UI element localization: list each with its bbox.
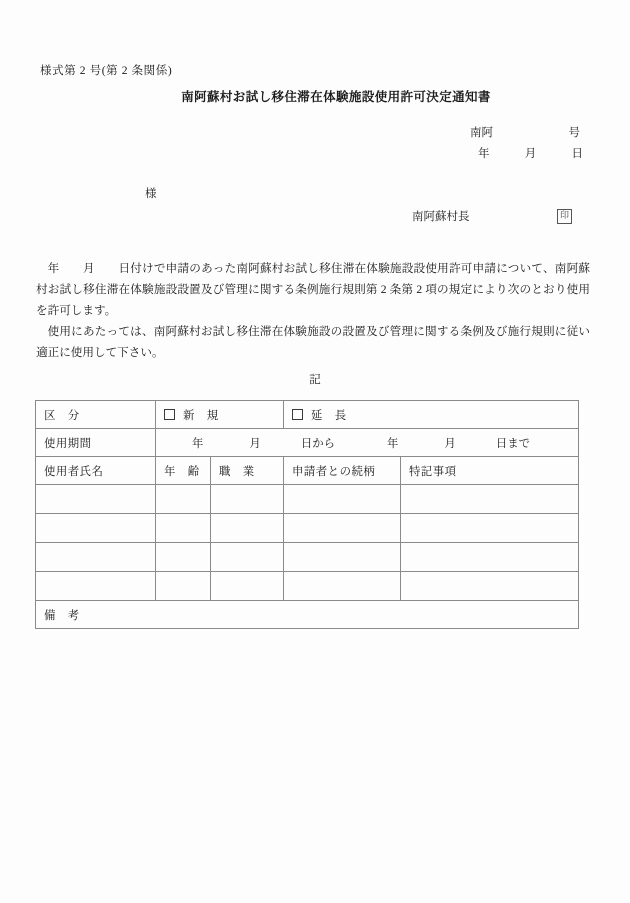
column-header-notes: 特記事項 — [401, 457, 579, 485]
cell-relation[interactable] — [284, 485, 401, 514]
date-month-label: 月 — [524, 148, 537, 160]
ki-marker: 記 — [309, 373, 321, 386]
cell-age[interactable] — [156, 572, 211, 601]
cell-notes[interactable] — [401, 485, 579, 514]
cell-name[interactable] — [36, 514, 156, 543]
remarks-cell[interactable] — [36, 601, 579, 629]
period-to-month: 月 — [444, 437, 456, 450]
cell-age[interactable] — [156, 514, 211, 543]
cell-notes[interactable] — [401, 543, 579, 572]
document-date-line — [478, 145, 583, 161]
cell-occupation[interactable] — [211, 514, 284, 543]
table-row-column-headers — [36, 457, 579, 485]
cell-occupation[interactable] — [211, 543, 284, 572]
table-row — [36, 485, 579, 514]
cell-occupation[interactable] — [211, 572, 284, 601]
period-to-year: 年 — [387, 437, 399, 450]
period-from-month: 月 — [249, 437, 261, 450]
cell-age[interactable] — [156, 485, 211, 514]
cell-occupation[interactable] — [211, 485, 284, 514]
remarks-label: 備 考 — [44, 609, 80, 622]
body-paragraph-1: 年 月 日付けで申請のあった南阿蘇村お試し移住滞在体験施設設使用許可申請について、南阿蘇村お試し移住滞在体験施設設置及び管理に関する条例施行規則第 2 条第 2 項の規定により次のとおり使用を許可します。 — [36, 262, 590, 317]
cell-relation[interactable] — [284, 572, 401, 601]
table-row — [36, 543, 579, 572]
cell-name[interactable] — [36, 572, 156, 601]
page-title: 南阿蘇村お試し移住滞在体験施設使用許可決定通知書 — [181, 90, 491, 104]
column-header-occupation: 職 業 — [211, 457, 284, 485]
table-row-remarks — [36, 601, 579, 629]
body-text — [36, 258, 590, 363]
table-row-category — [36, 401, 579, 429]
cell-name[interactable] — [36, 485, 156, 514]
category-option-new-label: 新 規 — [183, 409, 219, 422]
table-row-period — [36, 429, 579, 457]
cell-notes[interactable] — [401, 514, 579, 543]
cell-age[interactable] — [156, 543, 211, 572]
cell-name[interactable] — [36, 543, 156, 572]
seal-icon: 印 — [557, 209, 572, 224]
table-row — [36, 514, 579, 543]
document-number-line — [470, 124, 580, 140]
cell-notes[interactable] — [401, 572, 579, 601]
body-paragraph-2: 使用にあたっては、南阿蘇村お試し移住滞在体験施設の設置及び管理に関する条例及び施行規則に従い適正に使用して下さい。 — [36, 325, 590, 359]
period-to-day: 日まで — [495, 437, 530, 450]
table-row — [36, 572, 579, 601]
issuer-name: 南阿蘇村長 — [412, 211, 470, 223]
period-label: 使用期間 — [36, 429, 156, 457]
date-year-label: 年 — [478, 148, 490, 160]
document-number-suffix: 号 — [568, 127, 580, 139]
date-day-label: 日 — [571, 148, 583, 160]
permit-details-table — [35, 400, 579, 629]
period-from-year: 年 — [192, 437, 204, 450]
column-header-relation: 申請者との続柄 — [284, 457, 401, 485]
addressee-honorific: 様 — [145, 188, 157, 200]
category-label: 区 分 — [36, 401, 156, 429]
cell-relation[interactable] — [284, 514, 401, 543]
period-value-cell[interactable] — [156, 429, 579, 457]
category-option-extension[interactable] — [284, 401, 579, 429]
checkbox-new-icon[interactable] — [164, 409, 175, 420]
checkbox-extension-icon[interactable] — [292, 409, 303, 420]
category-option-new[interactable] — [156, 401, 284, 429]
document-number-prefix: 南阿 — [470, 127, 493, 139]
cell-relation[interactable] — [284, 543, 401, 572]
column-header-age: 年 齢 — [156, 457, 211, 485]
form-number: 様式第 2 号(第 2 条関係) — [40, 65, 173, 77]
category-option-extension-label: 延 長 — [311, 409, 347, 422]
period-from-day: 日から — [300, 437, 335, 450]
column-header-name: 使用者氏名 — [36, 457, 156, 485]
